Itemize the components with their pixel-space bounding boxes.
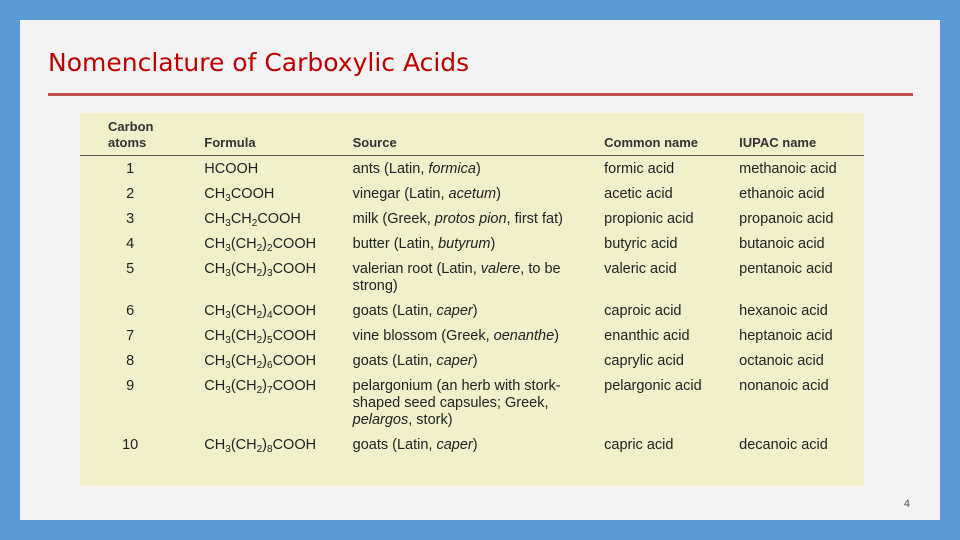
cell-carbon-atoms: 8 bbox=[126, 353, 135, 369]
cell-common-name: butyric acid bbox=[604, 236, 678, 252]
cell-common-name: caproic acid bbox=[604, 303, 682, 319]
cell-iupac-name: octanoic acid bbox=[739, 353, 824, 369]
header-iupac-name: IUPAC name bbox=[739, 113, 864, 156]
cell-formula: HCOOH bbox=[204, 161, 259, 177]
cell-iupac-name: hexanoic acid bbox=[739, 303, 828, 319]
cell-formula: $CH_3(CH_2)_2COOH$ bbox=[204, 236, 317, 254]
table-row bbox=[80, 257, 864, 299]
cell-carbon-atoms: 3 bbox=[126, 211, 135, 227]
title-underline bbox=[48, 93, 913, 96]
cell-common-name: enanthic acid bbox=[604, 328, 690, 344]
header-carbon-atoms bbox=[80, 113, 204, 156]
table-row bbox=[80, 299, 864, 324]
page-number: 4 bbox=[903, 498, 910, 510]
table-row bbox=[80, 232, 864, 257]
header-source: Source bbox=[353, 113, 605, 156]
cell-carbon-atoms: 7 bbox=[126, 328, 135, 344]
table-row bbox=[80, 374, 864, 433]
cell-common-name: pelargonic acid bbox=[604, 378, 702, 394]
table-header-row bbox=[80, 113, 864, 156]
cell-common-name: propionic acid bbox=[604, 211, 694, 227]
cell-common-name: formic acid bbox=[604, 161, 675, 177]
cell-carbon-atoms: 1 bbox=[126, 161, 135, 177]
cell-carbon-atoms: 6 bbox=[126, 303, 135, 319]
cell-iupac-name: methanoic acid bbox=[739, 161, 837, 177]
cell-source: ants (Latin, formica) bbox=[352, 161, 481, 177]
cell-source: vinegar (Latin, acetum) bbox=[352, 186, 501, 202]
cell-iupac-name: nonanoic acid bbox=[739, 378, 829, 394]
cell-source: milk (Greek, protos pion, first fat) bbox=[352, 211, 563, 227]
cell-formula: $CH_3COOH$ bbox=[204, 186, 275, 204]
cell-formula: $CH_3(CH_2)_3COOH$ bbox=[204, 261, 317, 279]
cell-source: butter (Latin, butyrum) bbox=[352, 236, 496, 252]
cell-carbon-atoms: 10 bbox=[122, 437, 139, 453]
cell-formula: $CH_3(CH_2)_6COOH$ bbox=[204, 353, 317, 371]
header-carbon-line1: Carbon bbox=[108, 119, 154, 134]
header-common-name: Common name bbox=[604, 113, 739, 156]
cell-iupac-name: butanoic acid bbox=[739, 236, 825, 252]
cell-source: pelargonium (an herb with stork-shaped seed capsules; Greek, pelargos, stork) bbox=[352, 378, 561, 428]
cell-source: goats (Latin, caper) bbox=[352, 303, 478, 319]
cell-formula: $CH_3(CH_2)_8COOH$ bbox=[204, 437, 317, 455]
cell-formula: $CH_3(CH_2)_4COOH$ bbox=[204, 303, 317, 321]
cell-source: goats (Latin, caper) bbox=[352, 353, 478, 369]
table-row bbox=[80, 349, 864, 374]
cell-iupac-name: heptanoic acid bbox=[739, 328, 833, 344]
cell-iupac-name: propanoic acid bbox=[739, 211, 834, 227]
cell-carbon-atoms: 5 bbox=[126, 261, 135, 277]
acids-table bbox=[80, 113, 864, 458]
cell-carbon-atoms: 4 bbox=[126, 236, 135, 252]
table-row bbox=[80, 324, 864, 349]
cell-common-name: valeric acid bbox=[604, 261, 677, 277]
cell-source: goats (Latin, caper) bbox=[352, 437, 478, 453]
cell-carbon-atoms: 9 bbox=[126, 378, 135, 394]
table-row bbox=[80, 207, 864, 232]
cell-common-name: capric acid bbox=[604, 437, 674, 453]
header-carbon-line2: atoms bbox=[108, 135, 147, 150]
cell-common-name: caprylic acid bbox=[604, 353, 684, 369]
cell-formula: $CH_3(CH_2)_7COOH$ bbox=[204, 378, 317, 396]
table-body bbox=[80, 156, 864, 459]
cell-source: valerian root (Latin, valere, to be strong) bbox=[352, 261, 561, 294]
header-formula: Formula bbox=[204, 113, 352, 156]
cell-source: vine blossom (Greek, oenanthe) bbox=[352, 328, 559, 344]
table-row bbox=[80, 156, 864, 183]
cell-carbon-atoms: 2 bbox=[126, 186, 135, 202]
acids-table-container bbox=[80, 113, 864, 486]
table-row bbox=[80, 433, 864, 458]
cell-common-name: acetic acid bbox=[604, 186, 673, 202]
table-row bbox=[80, 182, 864, 207]
cell-formula: $CH_3CH_2COOH$ bbox=[204, 211, 301, 229]
cell-formula: $CH_3(CH_2)_5COOH$ bbox=[204, 328, 317, 346]
slide-title: Nomenclature of Carboxylic Acids bbox=[48, 48, 470, 77]
cell-iupac-name: pentanoic acid bbox=[739, 261, 833, 277]
cell-iupac-name: decanoic acid bbox=[739, 437, 828, 453]
cell-iupac-name: ethanoic acid bbox=[739, 186, 825, 202]
slide bbox=[20, 20, 940, 520]
